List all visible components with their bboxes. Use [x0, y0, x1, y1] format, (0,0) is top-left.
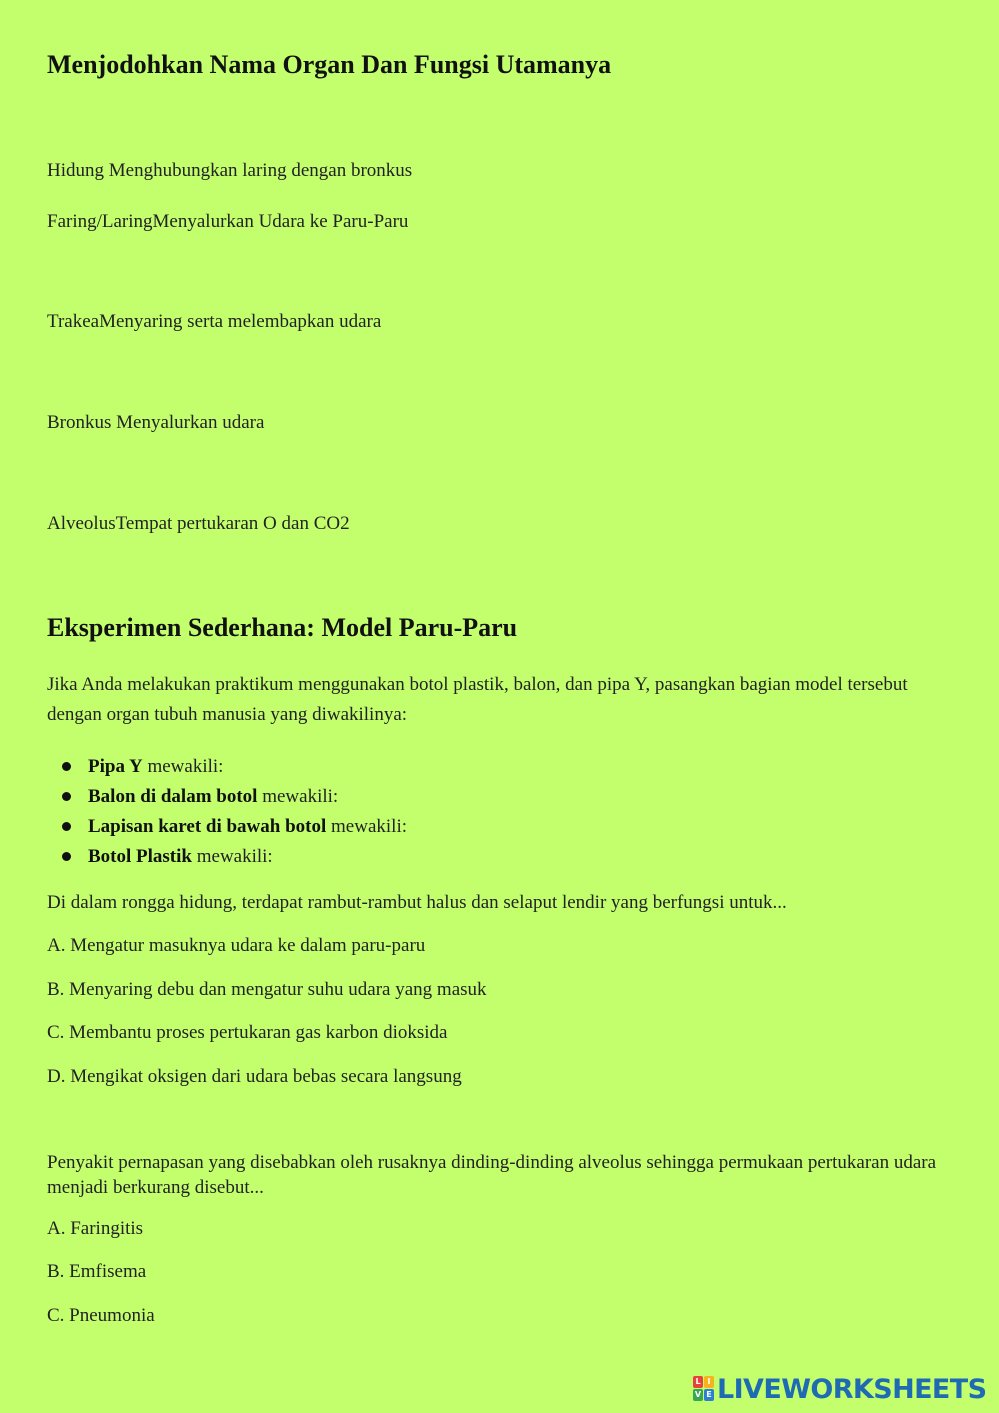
bullet-item-balon — [47, 782, 407, 812]
bullet-dot-icon — [62, 852, 71, 861]
bullet-bold-label: Botol Plastik — [88, 846, 192, 867]
matching-line-trakea: TrakeaMenyaring serta melembapkan udara — [47, 311, 382, 332]
logo-icon-letter: I — [704, 1376, 714, 1388]
question-1-text: Di dalam rongga hidung, terdapat rambut-rambut halus dan selaput lendir yang berfungsi untuk... — [47, 892, 787, 913]
bullet-rest-label: mewakili: — [257, 786, 339, 807]
matching-line-alveolus: AlveolusTempat pertukaran O dan CO2 — [47, 513, 350, 534]
section-title-experiment: Eksperimen Sederhana: Model Paru-Paru — [47, 613, 518, 642]
section-title-matching: Menjodohkan Nama Organ Dan Fungsi Utamanya — [47, 50, 612, 79]
question-1-option-b: B. Menyaring debu dan mengatur suhu udara yang masuk — [47, 979, 487, 1000]
logo-icon-letter: V — [694, 1390, 702, 1399]
bullet-rest-label: mewakili: — [191, 846, 273, 867]
bullet-dot-icon — [62, 792, 71, 801]
liveworksheets-logo — [693, 1373, 986, 1405]
logo-icon-letter: L — [693, 1376, 703, 1388]
bullet-item-pipa-y — [47, 752, 407, 782]
liveworksheets-logo-icon — [693, 1376, 714, 1402]
bullet-rest-label: mewakili: — [326, 816, 408, 837]
question-2-text: Penyakit pernapasan yang disebabkan oleh rusaknya dinding-dinding alveolus sehingga permukaan pertukaran udara menjadi berkurang disebut... — [47, 1152, 937, 1198]
experiment-bullet-list — [47, 752, 407, 872]
experiment-intro: Jika Anda melakukan praktikum menggunakan botol plastik, balon, dan pipa Y, pasangkan bagian model tersebut dengan organ tubuh manusia yang diwakilinya: — [47, 674, 908, 725]
question-1-option-a: A. Mengatur masuknya udara ke dalam paru-paru — [47, 935, 426, 956]
bullet-item-lapisan-karet — [47, 812, 407, 842]
bullet-rest-label: mewakili: — [142, 756, 224, 777]
matching-line-faring-laring: Faring/LaringMenyalurkan Udara ke Paru-Paru — [47, 211, 409, 232]
question-1-option-d: D. Mengikat oksigen dari udara bebas secara langsung — [47, 1066, 462, 1087]
question-1-option-c: C. Membantu proses pertukaran gas karbon dioksida — [47, 1022, 448, 1043]
matching-line-hidung: Hidung Menghubungkan laring dengan bronkus — [47, 160, 413, 181]
question-2-option-b: B. Emfisema — [47, 1261, 147, 1282]
bullet-dot-icon — [62, 762, 71, 771]
liveworksheets-logo-text: LIVEWORKSHEETS — [717, 1373, 987, 1405]
question-2-option-c: C. Pneumonia — [47, 1305, 155, 1326]
bullet-dot-icon — [62, 822, 71, 831]
matching-line-bronkus: Bronkus Menyalurkan udara — [47, 412, 265, 433]
bullet-bold-label: Pipa Y — [88, 756, 143, 777]
bullet-item-botol-plastik — [47, 842, 407, 872]
bullet-bold-label: Balon di dalam botol — [88, 786, 258, 807]
bullet-bold-label: Lapisan karet di bawah botol — [88, 816, 327, 837]
question-2-option-a: A. Faringitis — [47, 1218, 144, 1239]
logo-icon-letter: E — [704, 1389, 714, 1401]
